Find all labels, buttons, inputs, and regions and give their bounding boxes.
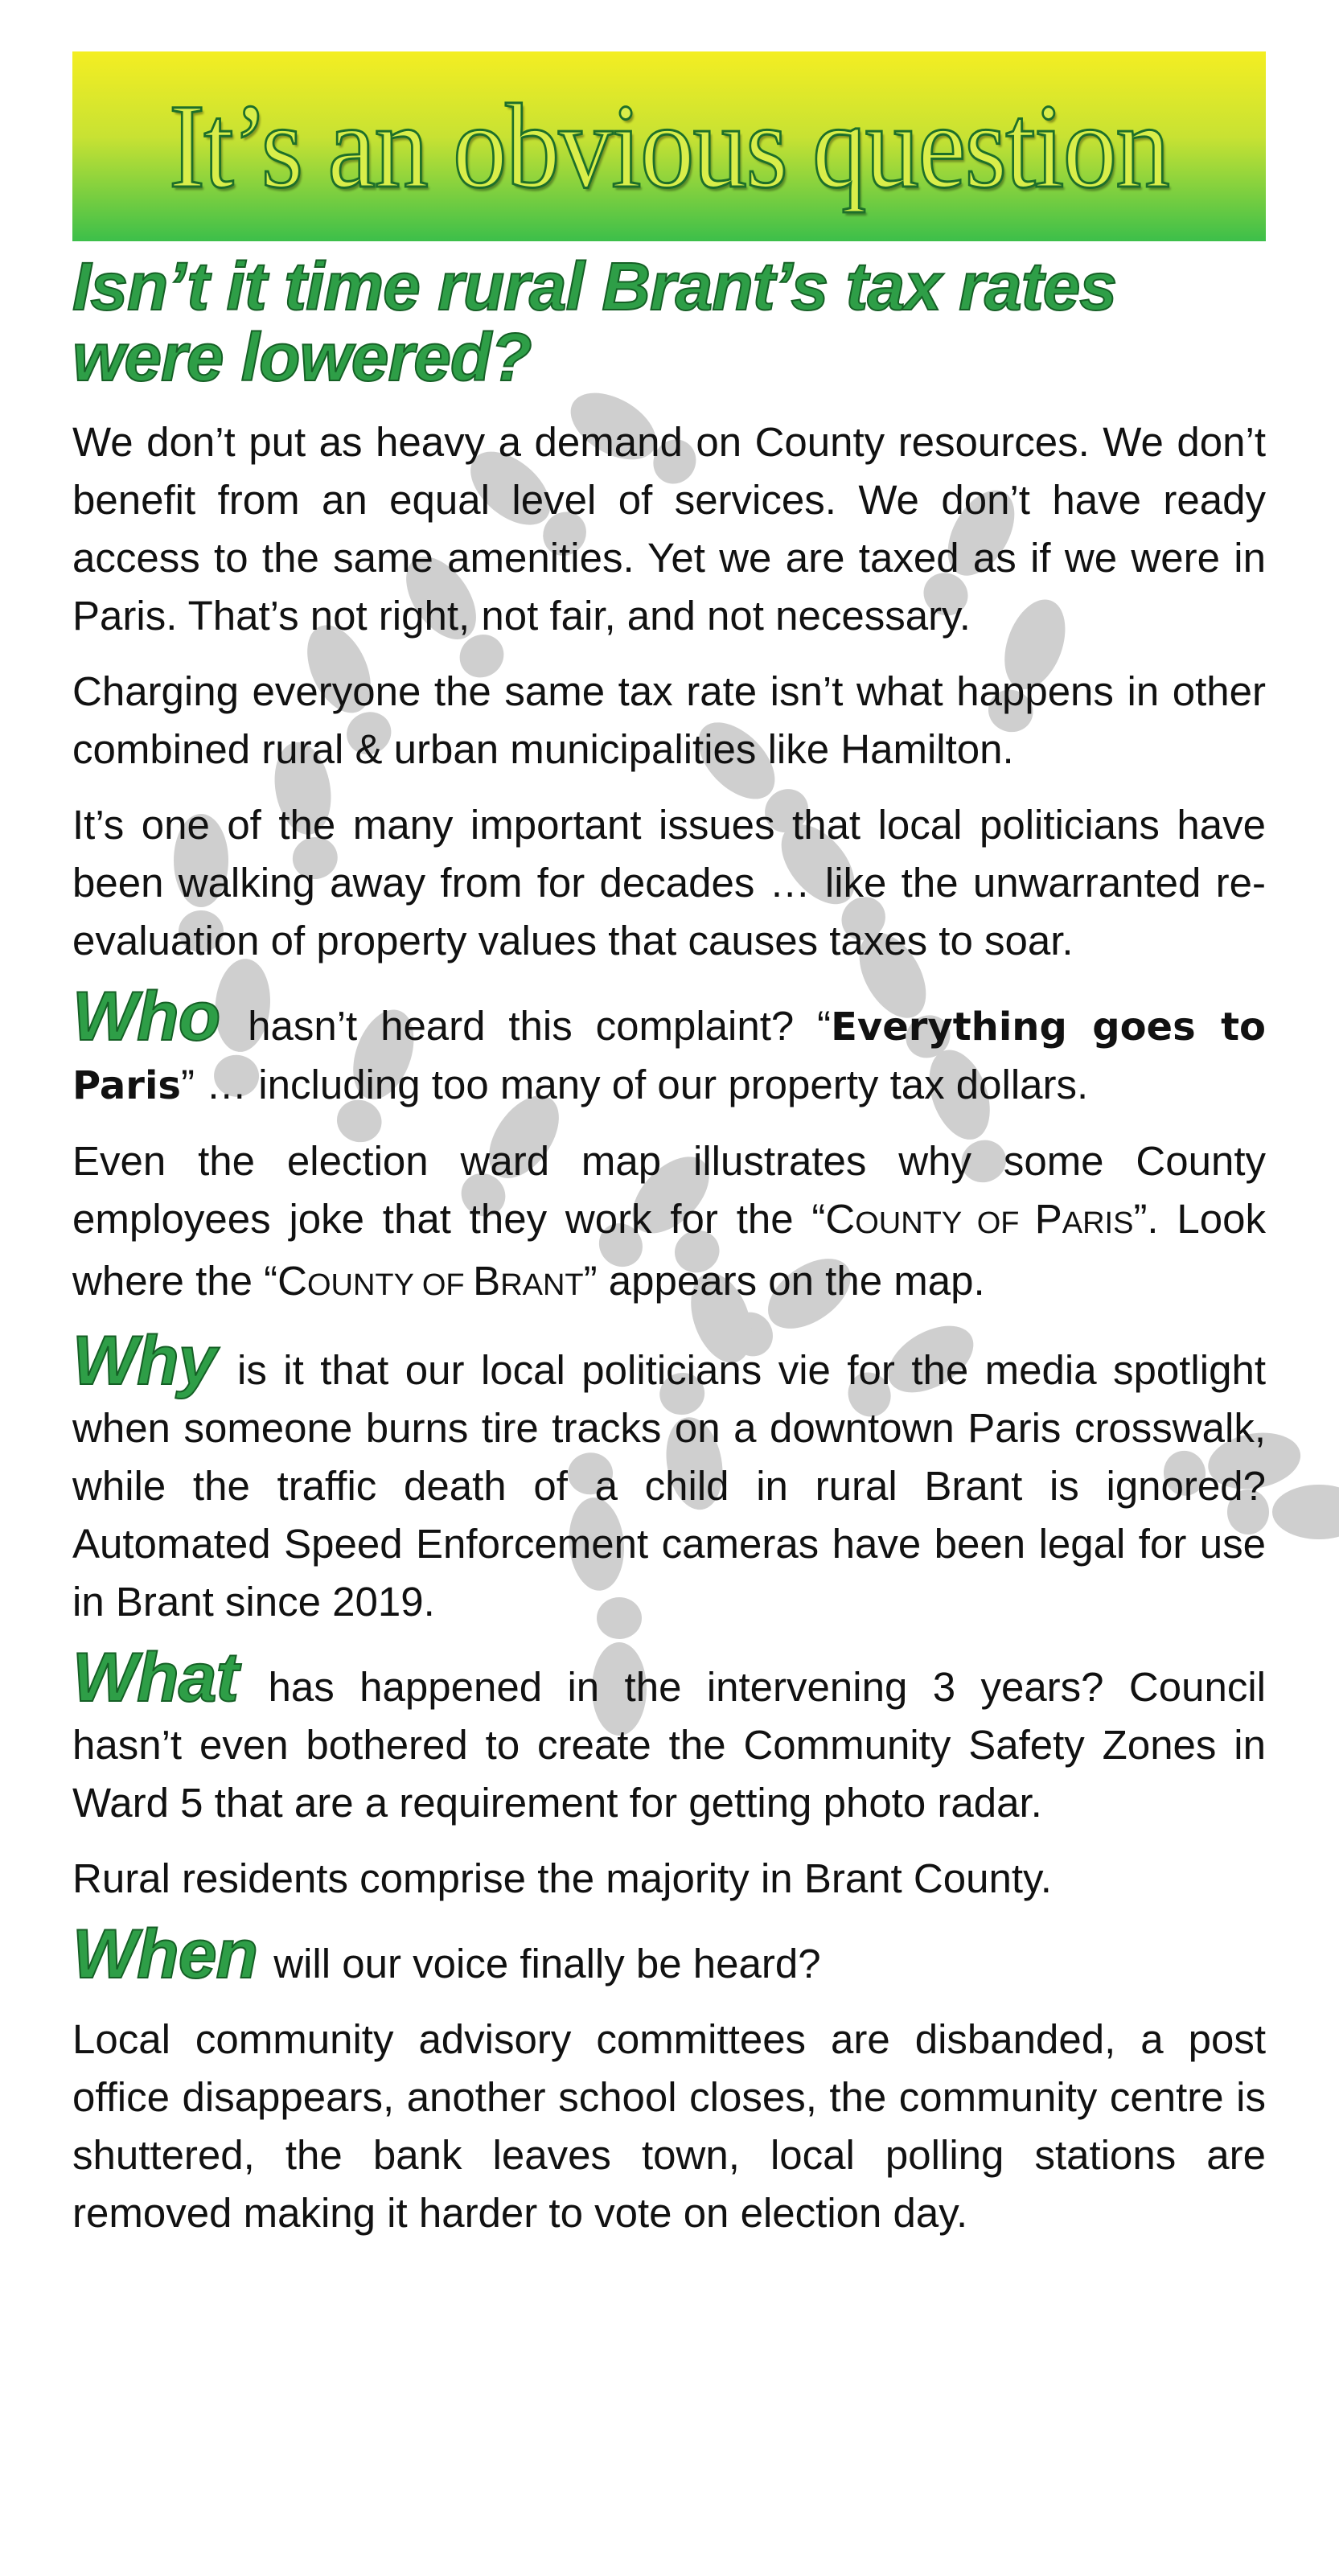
- when-text: will our voice finally be heard?: [262, 1941, 821, 1986]
- county-of-paris-small1: OUNTY OF: [855, 1206, 1035, 1240]
- banner-title: It’s an obvious question: [169, 80, 1169, 213]
- ward-text-a: Even the election ward map illustrates why some County employees joke that they work for the “: [72, 1138, 1266, 1242]
- subtitle-heading: Isn’t it time rural Brant’s tax rates were lowered?: [72, 249, 1117, 395]
- ward-text-b: ”. Look where the “: [72, 1196, 1267, 1304]
- county-of-brant-small2: RANT: [500, 1268, 584, 1302]
- why-text: is it that our local politicians vie for the media spotlight when someone burns tire tracks on a downtown Paris crosswalk, while the traffic death of a child in rural Brant is ignored? Automated Speed Enforcement cameras have been legal for use in Brant since 2019.: [72, 1347, 1266, 1625]
- paragraph-rural-majority: Rural residents comprise the majority in Brant County.: [72, 1855, 1052, 1901]
- county-of-paris-cap1: C: [825, 1196, 856, 1242]
- who-emphasis: Everything goes to Paris: [72, 1005, 1267, 1108]
- county-of-paris-cap2: P: [1034, 1196, 1062, 1242]
- paragraph-when: [72, 1916, 1266, 1993]
- keyword-why: Why: [72, 1322, 216, 1399]
- county-of-brant-cap2: B: [473, 1258, 501, 1304]
- keyword-what: What: [72, 1639, 239, 1716]
- paragraph-why: [72, 1322, 1266, 1631]
- paragraph-tax-rate: Charging everyone the same tax rate isn’t what happens in other combined rural & urban municipalities like Hamilton.: [72, 668, 1266, 772]
- what-text: has happened in the intervening 3 years? Council hasn’t even bothered to create the Community Safety Zones in Ward 5 that are a requirement for getting photo radar.: [72, 1664, 1266, 1826]
- paragraph-what: [72, 1639, 1266, 1832]
- county-of-paris-small2: ARIS: [1062, 1206, 1134, 1240]
- county-of-brant-cap1: C: [277, 1258, 307, 1304]
- title-banner: [72, 51, 1266, 241]
- article-body: [72, 251, 1266, 2260]
- ward-text-c: ” appears on the map.: [583, 1258, 985, 1304]
- keyword-who: Who: [72, 978, 220, 1055]
- keyword-when: When: [72, 1916, 258, 1993]
- who-text-b: ” … including too many of our property tax dollars.: [180, 1062, 1089, 1107]
- paragraph-closing: Local community advisory committees are disbanded, a post office disappears, another school closes, the community centre is shuttered, the bank leaves town, local polling stations are removed making it harder to vote on election day.: [72, 2016, 1266, 2236]
- who-text-a: hasn’t heard this complaint? “: [224, 1003, 832, 1049]
- paragraph-ward-map: [72, 1132, 1266, 1314]
- paragraph-who: [72, 978, 1267, 1115]
- paragraph-walking-away: It’s one of the many important issues that local politicians have been walking away from for decades … like the unwarranted re-evaluation of property values that causes taxes to soar.: [72, 802, 1266, 963]
- paragraph-tax-burden: We don’t put as heavy a demand on County resources. We don’t benefit from an equal level of services. We don’t have ready access to the same amenities. Yet we are taxed as if we were in Paris. That’s not right, not fair, and not necessary.: [72, 419, 1266, 639]
- county-of-brant-small1: OUNTY OF: [306, 1268, 474, 1302]
